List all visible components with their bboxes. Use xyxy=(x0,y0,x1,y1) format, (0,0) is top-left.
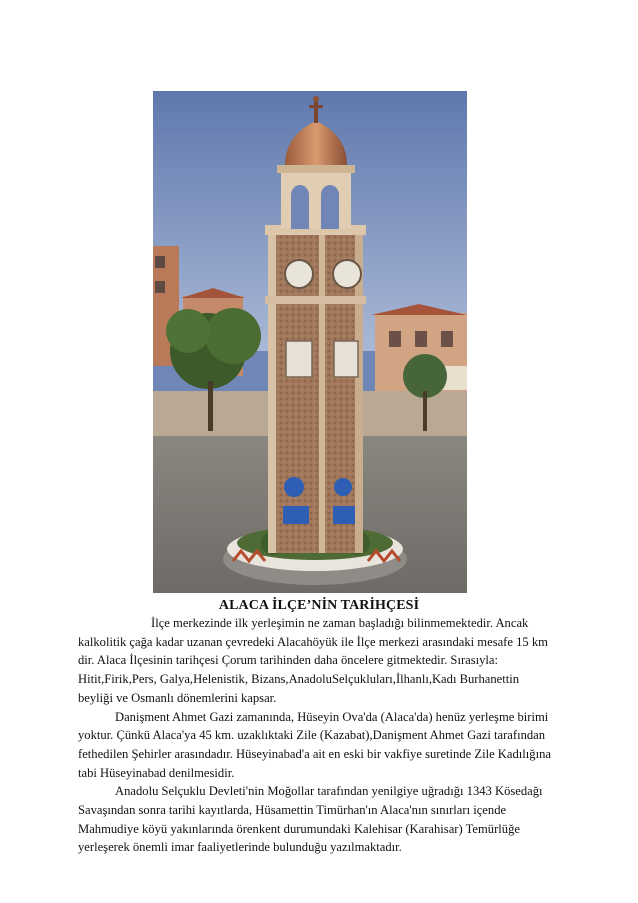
document-title: ALACA İLÇE’NİN TARİHÇESİ xyxy=(218,598,420,613)
paragraph-line: İlçe merkezinde ilk yerleşimin ne zaman başladığı bilinmemektedir. Ancak xyxy=(151,616,529,630)
paragraph-line: fethedilen Şehirler arasındadır. Hüseyinabad'a ait en eski bir vakfiye suretinde Zile Kadılığına xyxy=(78,746,551,761)
paragraph-line: Savaşından sonra tarihi kayıtlarda, Hüsamettin Timürhan'ın Alaca'nın sınırları içende xyxy=(78,803,507,818)
paragraph-line: beyliği ve Osmanlı dönemlerini kapsar. xyxy=(78,690,277,705)
paragraph-line: Danişment Ahmet Gazi zamanında, Hüseyin Ova'da (Alaca'da) henüz yerleşme birimi xyxy=(115,709,549,724)
paragraph-line: dir. Alaca İlçesinin tarihçesi Çorum tarihinden daha öncelere gitmektedir. Sırasıyla: xyxy=(78,653,499,668)
document-body xyxy=(78,614,568,857)
paragraph-line: Hitit,Firik,Pers, Galya,Helenistik, Bizans,AnadoluSelçukluları,İlhanlı,Kadı Burhanettin xyxy=(78,672,520,687)
clock-tower-photo xyxy=(153,91,467,593)
paragraph-line: Mahmudiye köyü yakınlarında örenkent durumundaki Kalehisar (Karahisar) Temürlüğe xyxy=(78,821,520,836)
paragraph-line: yoktur. Çünkü Alaca'ya 45 km. uzaklıktaki Zile (Kazabat),Danişment Ahmet Gazi tarafından xyxy=(78,728,546,743)
paragraph-line: Anadolu Selçuklu Devleti'nin Moğollar tarafından yenilgiye uğradığı 1343 Kösedağı xyxy=(115,784,543,799)
paragraph-line: tabi Hüseyinabad denilmesidir. xyxy=(78,765,235,780)
paragraph-line: yerleşerek önemli imar faaliyetlerinde bulunduğu yazılmaktadır. xyxy=(78,840,402,855)
paragraph-line: kalkolitik çağa kadar uzanan çevredeki Alacahöyük ile İlçe merkezi arasındaki mesafe 15 km xyxy=(78,634,548,649)
